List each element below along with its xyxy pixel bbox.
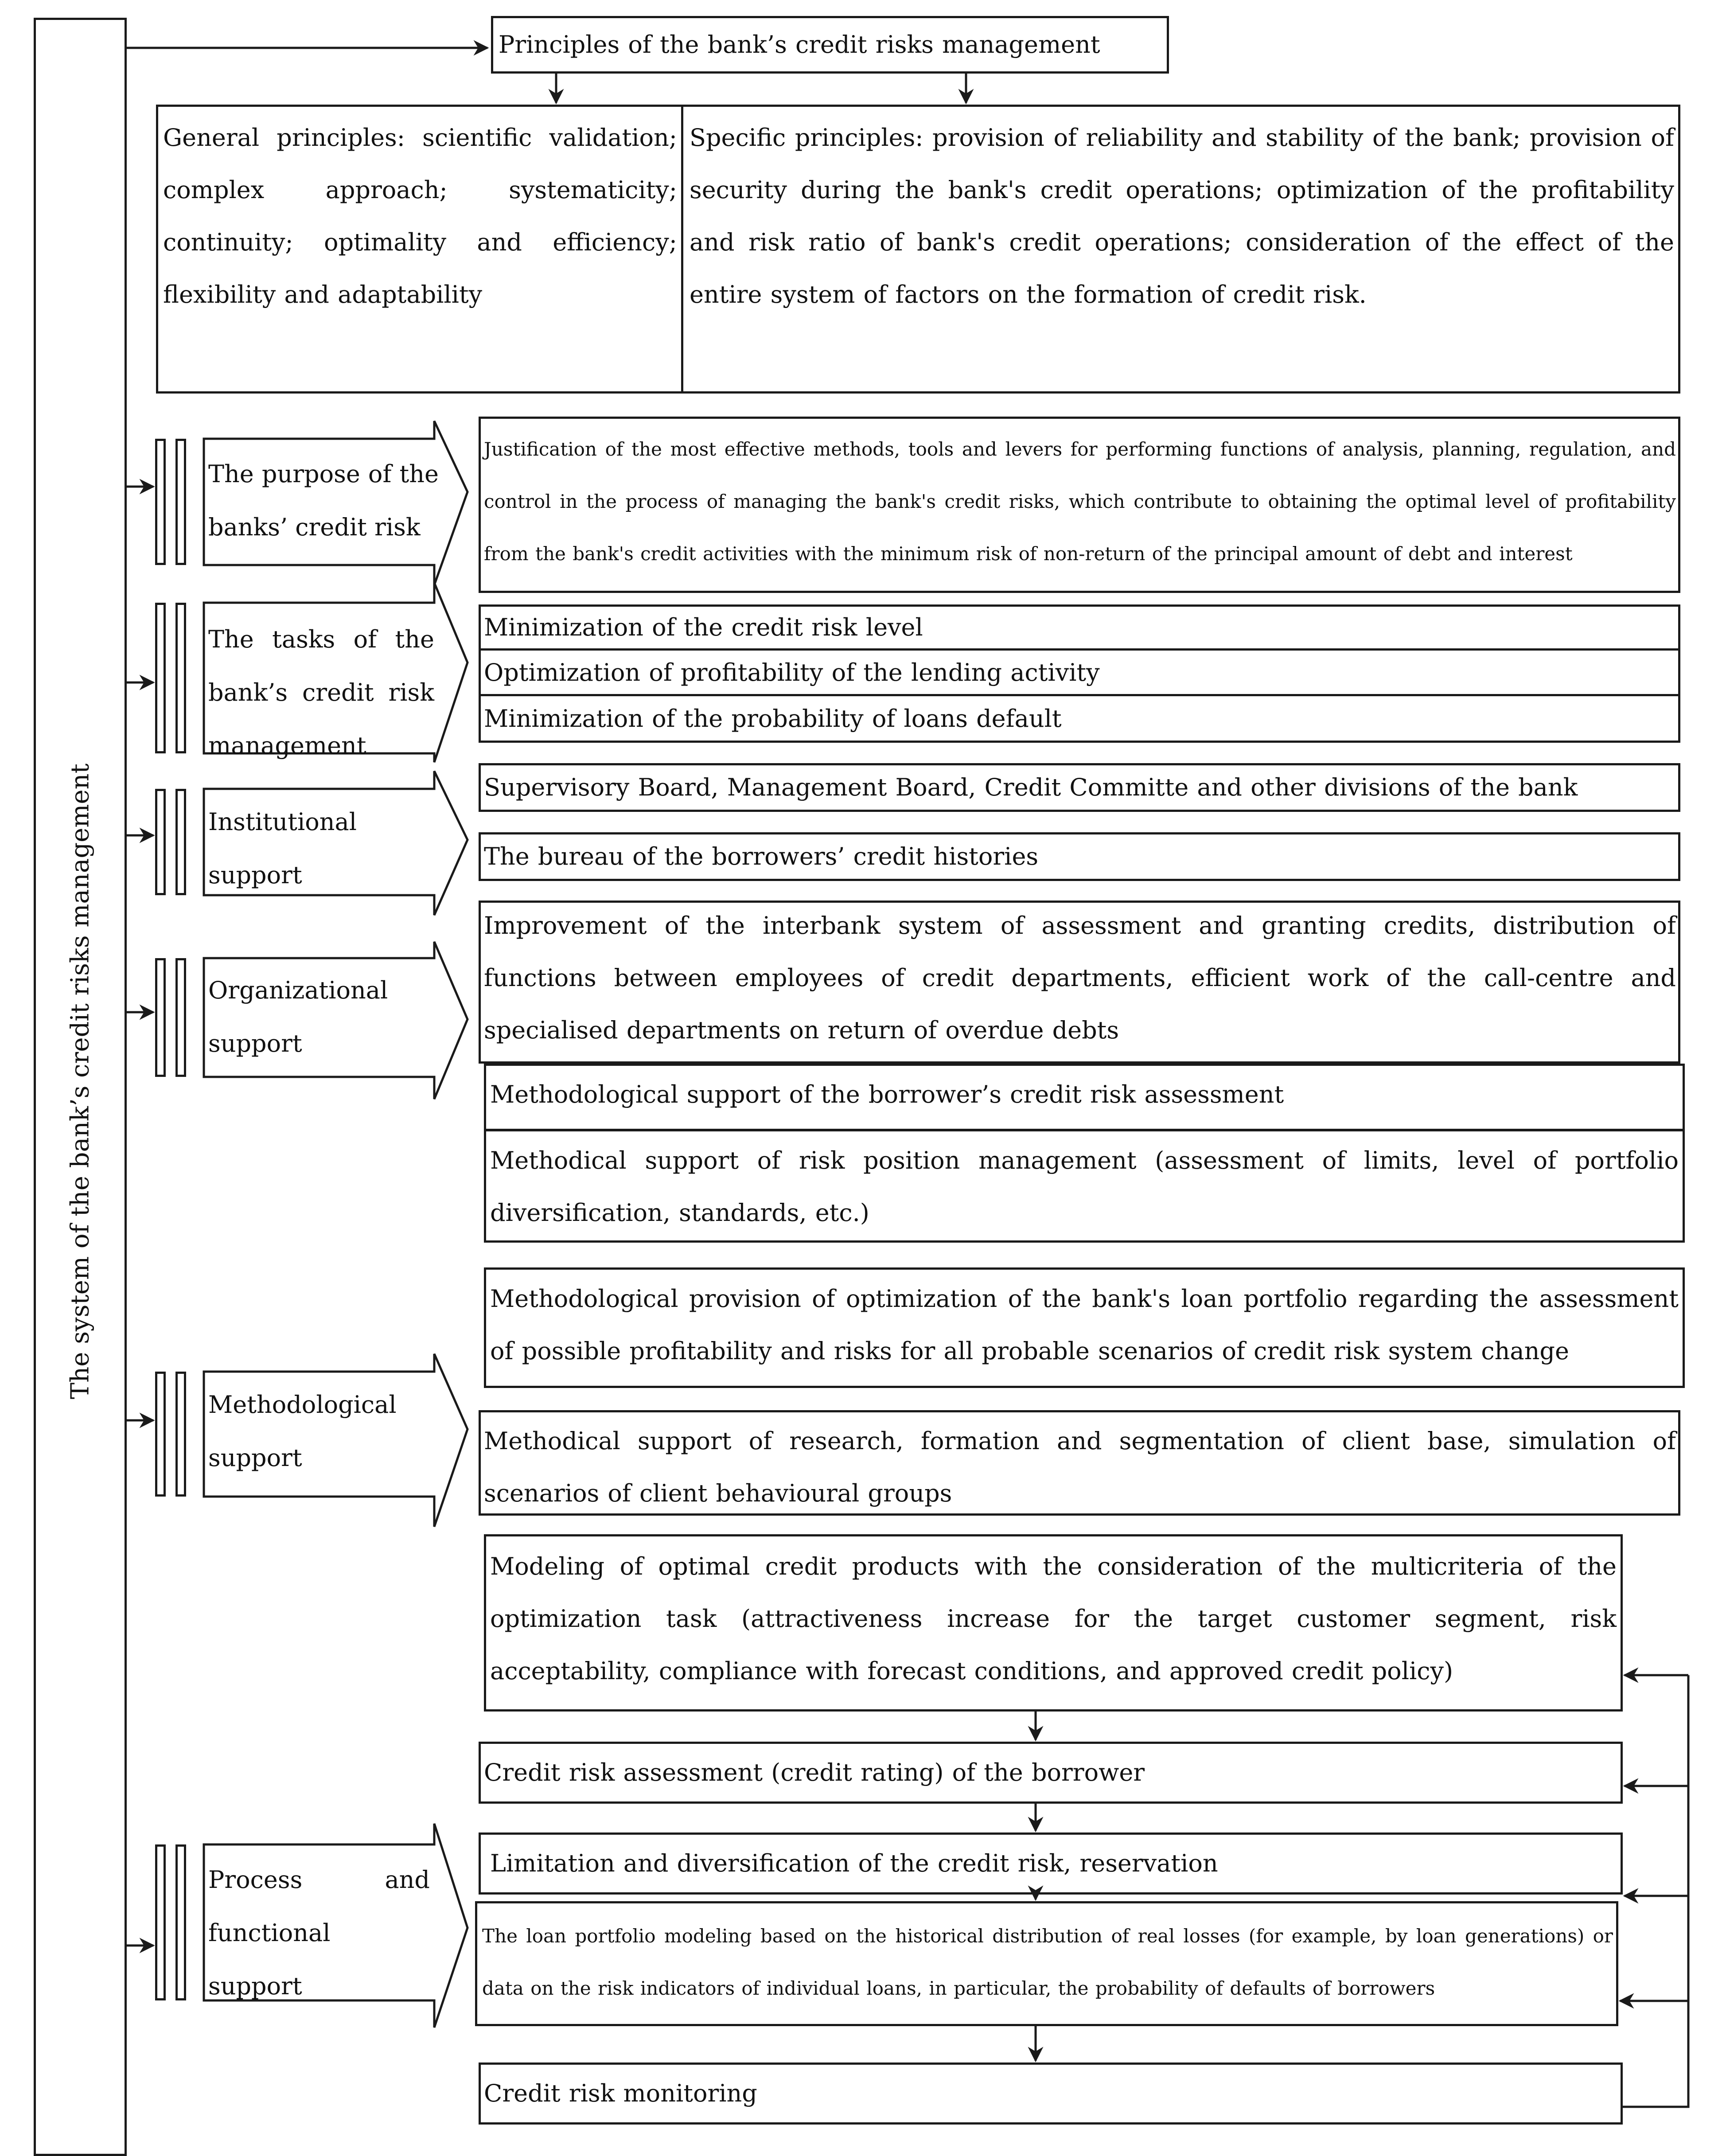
- purpose-label: The purpose of the banks’ credit risk: [208, 460, 439, 541]
- process-item-4: The loan portfolio modeling based on the historical distribution of real losses (for example, by loan generations) or data on the risk indicators of individual loans, in particular, the probability of defaults of borrowers: [482, 1925, 1613, 1999]
- system-label: The system of the bank’s credit risks management: [66, 763, 95, 1400]
- specific-principles: Specific principles: provision of reliability and stability of the bank; provision of security during the bank's credit operations; optimization of the profitability and risk ratio of bank's credit operations; consideration of the effect of the entire system of factors on the formation of credit risk.: [690, 124, 1674, 308]
- principles-title: Principles of the bank’s credit risks management: [499, 31, 1100, 58]
- task-item-1: Minimization of the credit risk level: [484, 613, 923, 641]
- process-item-3: Limitation and diversification of the credit risk, reservation: [490, 1849, 1218, 1877]
- purpose-text: Justification of the most effective methods, tools and levers for performing functions of analysis, planning, regulation, and control in the process of managing the bank's credit risks, which contribute to obtaining the optimal level of profitability from the bank's credit activities with the minimum risk of non-return of the principal amount of debt and interest: [484, 438, 1676, 565]
- task-item-3: Minimization of the probability of loans default: [484, 705, 1062, 733]
- organizational-item-3: Methodical support of risk position management (assessment of limits, level of portfolio diversification, standards, etc.): [490, 1146, 1679, 1227]
- general-principles: General principles: scientific validation; complex approach; systematicity; continuity; optimality and efficiency; flexibility and adaptability: [163, 124, 677, 308]
- process-label: Process and functional support: [208, 1866, 430, 2000]
- task-item-2: Optimization of profitability of the lending activity: [484, 659, 1100, 686]
- organizational-label: Organizational support: [208, 976, 388, 1057]
- methodological-label: Methodological support: [208, 1391, 397, 1472]
- methodological-item-2: Methodical support of research, formation and segmentation of client base, simulation of scenarios of client behavioural groups: [484, 1427, 1676, 1507]
- process-item-1: Modeling of optimal credit products with the consideration of the multicriteria of the optimization task (attractiveness increase for the target customer segment, risk acceptability, compliance with forecast conditions, and approved credit policy): [490, 1552, 1617, 1685]
- methodological-item-1: Methodological provision of optimization of the bank's loan portfolio regarding the assessment of possible profitability and risks for all probable scenarios of credit risk system change: [490, 1285, 1679, 1365]
- feedback-line: [1623, 1675, 1688, 2107]
- institutional-label: Institutional support: [208, 808, 357, 889]
- institutional-item-1: Supervisory Board, Management Board, Credit Committe and other divisions of the bank: [484, 773, 1578, 801]
- tasks-label: The tasks of the bank’s credit risk management: [208, 625, 434, 760]
- organizational-item-2: Methodological support of the borrower’s credit risk assessment: [490, 1080, 1284, 1108]
- process-item-2: Credit risk assessment (credit rating) of the borrower: [484, 1758, 1145, 1786]
- process-item-5: Credit risk monitoring: [484, 2079, 757, 2107]
- institutional-item-2: The bureau of the borrowers’ credit histories: [484, 842, 1039, 870]
- organizational-item-1: Improvement of the interbank system of assessment and granting credits, distribution of functions between employees of credit departments, efficient work of the call-centre and specialised departments on return of overdue debts: [484, 912, 1676, 1044]
